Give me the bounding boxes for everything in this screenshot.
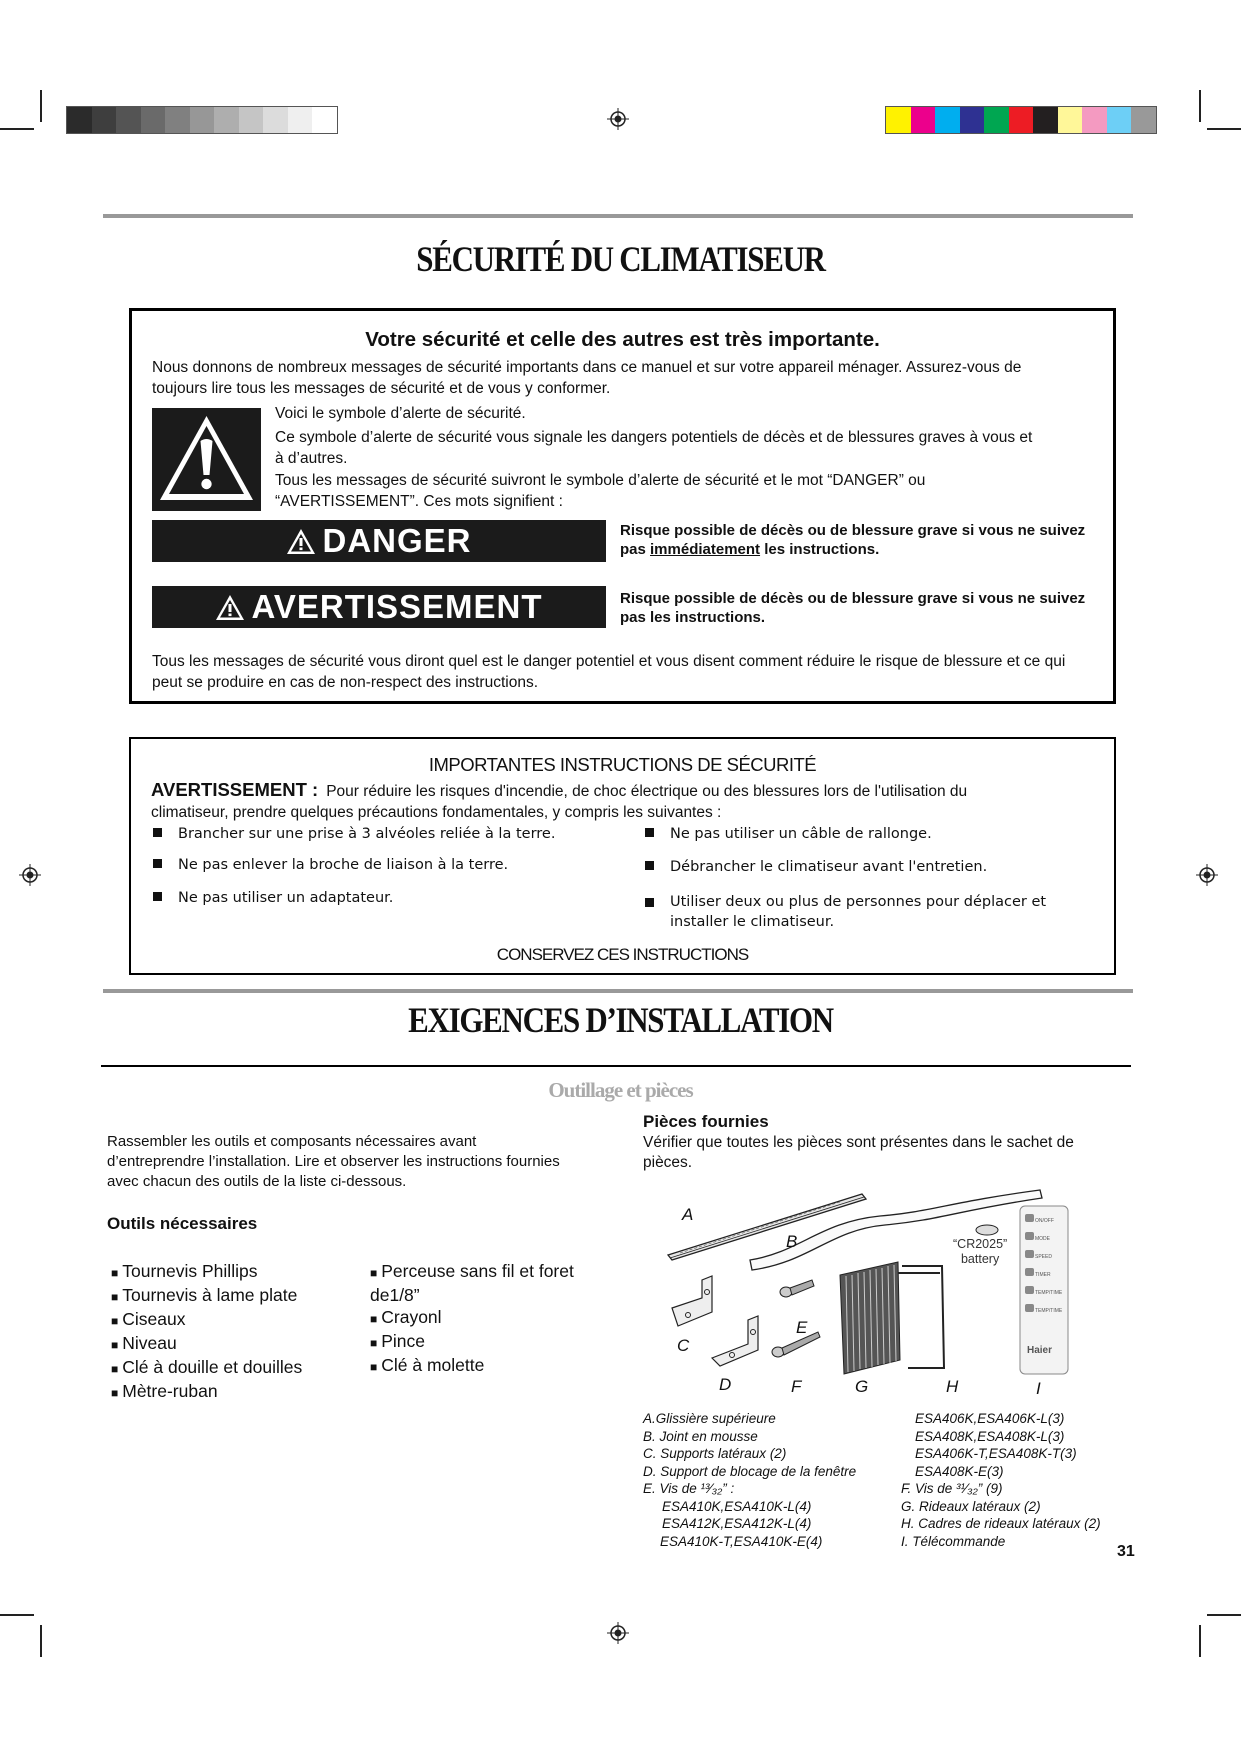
part-label-a: A	[682, 1205, 694, 1224]
color-swatch	[165, 107, 190, 133]
battery-label-line: battery	[960, 1252, 1000, 1266]
part-label-b: B	[786, 1232, 798, 1251]
tool-item: ■ Crayonl	[370, 1307, 442, 1327]
remote-button-labels: ON/OFF MODE SPEED TIMER TEMP/TIME TEMP/TIME	[1035, 1218, 1063, 1314]
color-swatch	[67, 107, 92, 133]
instruction-item: Ne pas utiliser un adaptateur.	[153, 890, 393, 906]
instruction-item: Ne pas utiliser un câble de rallonge.	[645, 826, 932, 842]
safety-box-title: Votre sécurité et celle des autres est très importante.	[365, 328, 880, 351]
tool-item: ■ Tournevis à lame plate	[111, 1285, 298, 1305]
battery-part	[976, 1225, 998, 1235]
danger-label: DANGER	[322, 522, 472, 559]
tool-item: ■ Niveau	[111, 1333, 177, 1353]
crop-mark	[0, 1614, 34, 1616]
section-rule	[103, 989, 1133, 993]
page-number: 31	[1117, 1543, 1135, 1560]
warning-triangle-icon	[286, 528, 316, 555]
instruction-item: Ne pas enlever la broche de liaison à la terre.	[153, 857, 508, 873]
danger-text-end: les instructions.	[760, 541, 880, 558]
color-swatch	[1009, 107, 1034, 133]
instructions-warning-label: AVERTISSEMENT :	[151, 779, 319, 800]
tools-title: Outils nécessaires	[107, 1214, 258, 1233]
battery-label-line: “CR2025”	[953, 1237, 1008, 1251]
part-item: E. Vis de ¹³⁄₃₂” :	[643, 1481, 735, 1496]
color-swatch	[1058, 107, 1083, 133]
part-item: C. Supports latéraux (2)	[643, 1446, 787, 1461]
color-swatch	[1082, 107, 1107, 133]
tool-item: ■ Clé à molette	[370, 1355, 485, 1375]
part-item: H. Cadres de rideaux latéraux (2)	[901, 1516, 1101, 1531]
side-curtain-part	[840, 1262, 900, 1374]
instructions-warning-text-2: climatiseur, prendre quelques précautions fondamentales, y compris les suivantes :	[151, 804, 722, 821]
part-item: ESA410K,ESA410K-L(4)	[662, 1498, 812, 1514]
color-swatch	[911, 107, 936, 133]
installation-subheading: Outillage et pièces	[548, 1078, 693, 1102]
crop-mark	[1199, 1625, 1201, 1657]
instructions-warning-text-1: Pour réduire les risques d'incendie, de choc électrique ou des blessures lors de l'utilisation du	[326, 783, 968, 800]
remote-brand-logo: Haier	[1027, 1345, 1053, 1356]
registration-mark-icon	[1196, 864, 1218, 886]
color-swatch	[92, 107, 117, 133]
danger-text: Risque possible de décès ou de blessure grave si vous ne suivez pas	[620, 522, 1086, 558]
crop-mark	[1207, 1614, 1241, 1616]
battery-label	[953, 1237, 1007, 1267]
safety-alert-symbol	[152, 408, 261, 511]
color-swatch	[886, 107, 911, 133]
color-swatch	[935, 107, 960, 133]
warning-label: AVERTISSEMENT	[251, 588, 543, 625]
tool-item: ■ Clé à douille et douilles	[111, 1357, 303, 1377]
tool-item: ■ Tournevis Phillips	[111, 1261, 258, 1281]
danger-banner	[152, 520, 606, 562]
symbol-description-2: Ce symbole d’alerte de sécurité vous signale les dangers potentiels de décès et de blessures graves à vous et à d’autres.	[275, 429, 1033, 467]
crop-mark	[40, 1625, 42, 1657]
warning-banner	[152, 586, 606, 628]
color-swatch	[141, 107, 166, 133]
danger-description	[620, 521, 1090, 559]
warning-description: Risque possible de décès ou de blessure grave si vous ne suivez pas les instructions.	[620, 590, 1086, 626]
part-item: ESA406K,ESA406K-L(3)	[915, 1411, 1065, 1426]
installation-heading: EXIGENCES D’INSTALLATION	[408, 1000, 833, 1040]
color-swatch	[984, 107, 1009, 133]
tools-list-left	[111, 1260, 302, 1404]
side-support-part	[672, 1276, 712, 1326]
symbol-description-3: Tous les messages de sécurité suivront le symbole d’alerte de sécurité et le mot “DANGER” ou “AVERTISSEMENT”. Ces mots signifient :	[275, 472, 926, 510]
parts-illustration	[640, 1180, 1080, 1400]
instructions-title: IMPORTANTES INSTRUCTIONS DE SÉCURITÉ	[428, 754, 817, 775]
part-label-g: G	[855, 1377, 869, 1396]
screw-e-part	[780, 1280, 814, 1297]
color-swatch	[190, 107, 215, 133]
curtain-frame-part	[898, 1266, 944, 1368]
part-label-c: C	[677, 1336, 690, 1355]
process-color-bar	[885, 106, 1157, 134]
instruction-item: Débrancher le climatiseur avant l'entretien.	[645, 859, 987, 875]
installation-intro: Rassembler les outils et composants nécessaires avant d’entreprendre l’installation. Lire et observer les instructions fournies avec chacun des outils de la liste ci-dessous.	[107, 1133, 560, 1190]
part-item: ESA406K-T,ESA408K-T(3)	[915, 1446, 1077, 1461]
part-item: I. Télécommande	[901, 1533, 1006, 1549]
part-item: G. Rideaux latéraux (2)	[901, 1498, 1041, 1514]
part-item: ESA412K,ESA412K-L(4)	[662, 1516, 812, 1531]
crop-mark	[0, 128, 34, 130]
parts-title: Pièces fournies	[643, 1112, 769, 1131]
registration-mark-icon	[19, 864, 41, 886]
instructions-warning	[151, 779, 1091, 823]
color-swatch	[1131, 107, 1156, 133]
grayscale-color-bar	[66, 106, 338, 134]
instruction-item: Brancher sur une prise à 3 alvéoles reliée à la terre.	[153, 826, 555, 842]
part-label-d: D	[719, 1375, 732, 1394]
parts-list-left	[643, 1410, 856, 1550]
tool-item: ■ Perceuse sans fil et foret	[370, 1261, 574, 1281]
color-swatch	[1033, 107, 1058, 133]
safety-intro: Nous donnons de nombreux messages de sécurité importants dans ce manuel et sur votre appareil ménager. Assurez-vous de toujours lire tous les messages de sécurité et de vous y conformer.	[152, 359, 1022, 397]
safety-heading: SÉCURITÉ DU CLIMATISEUR	[416, 239, 825, 279]
part-label-f: F	[791, 1377, 802, 1396]
safety-box	[129, 308, 1116, 704]
window-lock-bracket-part	[712, 1316, 758, 1366]
symbol-description-1: Voici le symbole d’alerte de sécurité.	[275, 405, 526, 422]
danger-emphasis: immédiatement	[650, 541, 761, 558]
part-item: ESA408K-E(3)	[915, 1463, 1004, 1479]
warning-triangle-icon	[215, 594, 245, 621]
crop-mark	[1199, 90, 1201, 122]
parts-intro: Vérifier que toutes les pièces sont présentes dans le sachet de pièces.	[643, 1134, 1074, 1171]
color-swatch	[1107, 107, 1132, 133]
tool-item: ■ Mètre-ruban	[111, 1381, 218, 1401]
part-label-h: H	[946, 1377, 959, 1396]
color-swatch	[312, 107, 337, 133]
crop-mark	[40, 90, 42, 122]
part-item: A.Glissière supérieure	[643, 1411, 776, 1426]
registration-mark-icon	[607, 108, 629, 130]
part-label-e: E	[796, 1318, 808, 1337]
crop-mark	[1207, 128, 1241, 130]
part-label-i: I	[1036, 1379, 1041, 1398]
color-swatch	[960, 107, 985, 133]
tool-item-continued: de1/8”	[370, 1285, 420, 1305]
color-swatch	[239, 107, 264, 133]
safety-footer: Tous les messages de sécurité vous diront quel est le danger potentiel et vous disent comment réduire le risque de blessure et ce qui peut se produire en cas de non-respect des instructions.	[152, 653, 1066, 691]
tool-item: ■ Ciseaux	[111, 1309, 186, 1329]
part-item: F. Vis de ³¹⁄₃₂” (9)	[901, 1481, 1003, 1496]
section-divider	[101, 1065, 1131, 1067]
tools-list-right	[370, 1260, 574, 1378]
section-rule	[103, 214, 1133, 218]
warning-triangle-icon	[152, 408, 261, 511]
color-swatch	[214, 107, 239, 133]
part-item: ESA410K-T,ESA410K-E(4)	[660, 1533, 823, 1549]
instruction-item: Utiliser deux ou plus de personnes pour déplacer et installer le climatiseur.	[645, 892, 1085, 932]
part-item: ESA408K,ESA408K-L(3)	[915, 1428, 1065, 1444]
part-item: D. Support de blocage de la fenêtre	[643, 1463, 857, 1479]
color-swatch	[288, 107, 313, 133]
conserve-instructions: CONSERVEZ CES INSTRUCTIONS	[496, 945, 749, 964]
tool-item: ■ Pince	[370, 1331, 426, 1351]
color-swatch	[263, 107, 288, 133]
registration-mark-icon	[607, 1622, 629, 1644]
color-swatch	[116, 107, 141, 133]
important-instructions-box	[129, 737, 1116, 975]
part-item: B. Joint en mousse	[643, 1428, 758, 1444]
parts-list-right	[901, 1410, 1101, 1550]
